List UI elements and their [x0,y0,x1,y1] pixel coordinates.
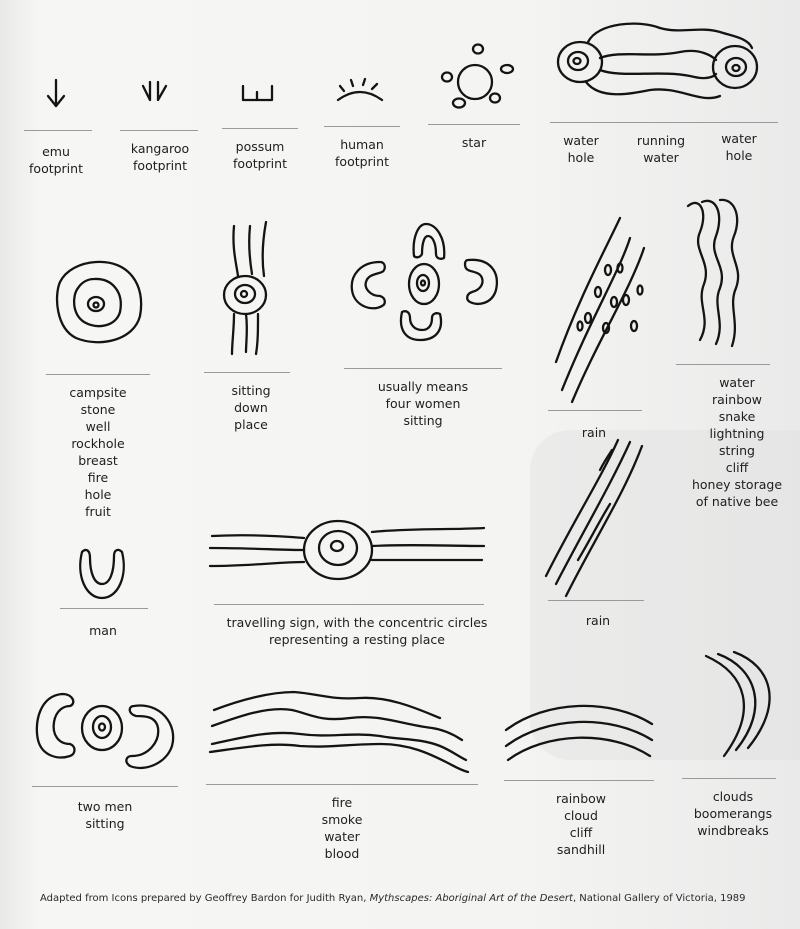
divider-rule [548,600,644,601]
divider-rule [24,130,92,131]
caption-running-water: running water [636,133,686,165]
running-water-symbol [558,24,757,98]
two-men-sitting-symbol [37,694,173,768]
caption-rainbow-cloud: rainbow cloud cliff sandhill [556,791,606,857]
caption-water-hole-left: water hole [563,133,599,165]
caption-water-snake: water rainbow snake lightning string cliff honey storage of native bee [691,375,783,509]
travelling-sign-symbol [210,521,484,579]
emu-footprint-symbol [48,80,64,106]
caption-human-footprint: human footprint [335,137,389,169]
caption-rain-2: rain [585,613,611,628]
man-symbol [80,550,124,598]
human-footprint-symbol [338,79,382,100]
campsite-symbol [57,262,141,342]
rain-symbol-2 [546,440,642,596]
caption-campsite: campsite stone well rockhole breast fire hole fruit [69,385,127,519]
divider-rule [120,130,198,131]
caption-kangaroo-footprint: kangaroo footprint [130,141,190,173]
possum-footprint-symbol [243,86,272,100]
caption-rain-1: rain [581,425,607,440]
divider-rule [222,128,298,129]
caption-fire-smoke: fire smoke water blood [321,795,363,861]
divider-rule [504,780,654,781]
star-symbol [442,45,513,108]
rainbow-cloud-symbol [506,706,652,760]
divider-rule [206,784,478,785]
caption-two-men-sitting: two men sitting [77,799,133,831]
caption-sitting-down-place: sitting down place [231,383,271,432]
sitting-down-place-symbol [224,222,266,354]
caption-star: star [461,135,487,150]
divider-rule [676,364,770,365]
caption-four-women-sitting: usually means four women sitting [377,379,469,428]
caption-travelling-sign: travelling sign, with the concentric circles representing a resting place [226,615,488,647]
four-women-sitting-symbol [352,224,497,340]
kangaroo-footprint-symbol [143,82,166,100]
divider-rule [682,778,776,779]
divider-rule [60,608,148,609]
caption-possum-footprint: possum footprint [233,139,287,171]
divider-rule [324,126,400,127]
divider-rule [214,604,484,605]
credit-suffix: , National Gallery of Victoria, 1989 [572,893,746,904]
caption-clouds: clouds boomerangs windbreaks [693,789,773,838]
fire-smoke-symbol [210,692,468,772]
caption-emu-footprint: emu footprint [29,144,83,176]
credit-title: Mythscapes: Aboriginal Art of the Desert [369,893,573,904]
divider-rule [344,368,502,369]
clouds-symbol [706,652,770,756]
divider-rule [46,374,150,375]
credit-prefix: Adapted from Icons prepared by Geoffrey Bardon for Judith Ryan, [40,893,370,904]
divider-rule [32,786,178,787]
caption-man: man [89,623,117,638]
divider-rule [548,410,642,411]
divider-rule [550,122,778,123]
caption-water-hole-right: water hole [721,131,757,163]
divider-rule [428,124,520,125]
divider-rule [204,372,290,373]
source-credit [40,893,780,904]
rain-symbol-1 [556,218,644,402]
water-snake-symbol [688,200,738,346]
